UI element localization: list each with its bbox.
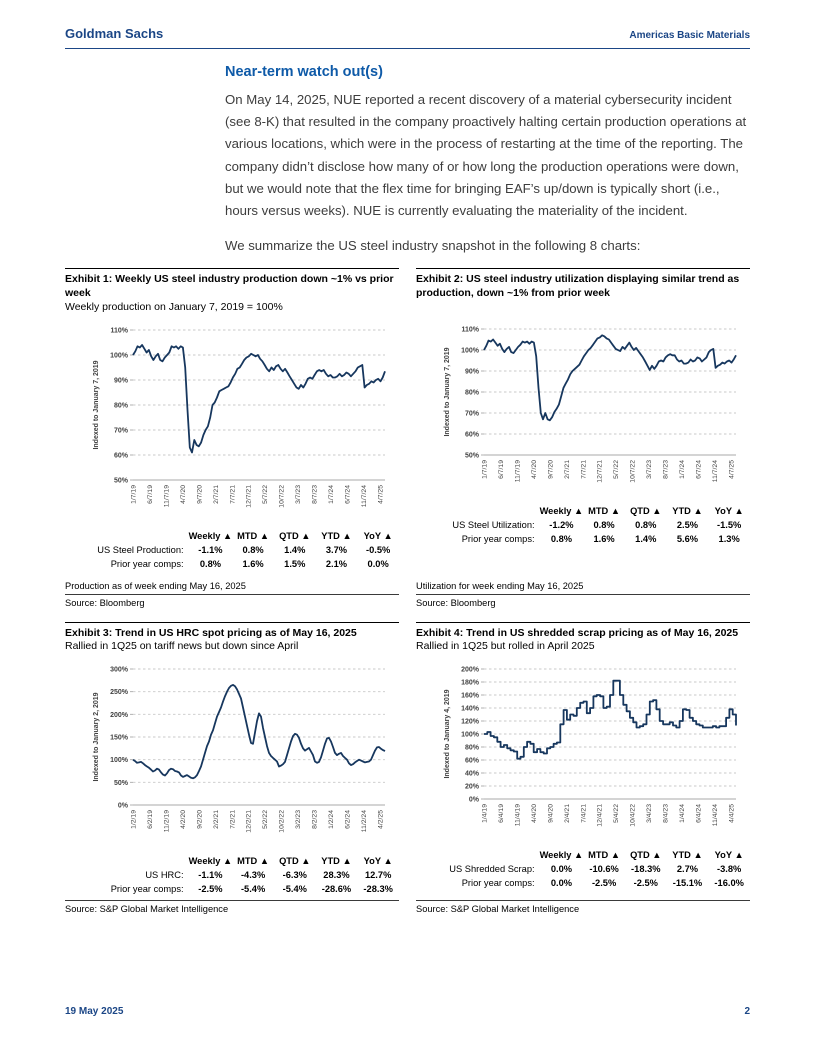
svg-text:100%: 100% (110, 352, 128, 360)
svg-text:11/2/24: 11/2/24 (360, 810, 368, 833)
svg-text:11/4/19: 11/4/19 (514, 804, 522, 827)
svg-text:250%: 250% (110, 689, 128, 697)
svg-text:5/7/22: 5/7/22 (262, 484, 270, 504)
stat-value: -1.5% (717, 519, 742, 530)
line-chart-svg (89, 323, 391, 520)
stat-col-header: YTD ▲ (321, 530, 352, 541)
stat-value: -1.2% (549, 519, 574, 530)
data-series-line (484, 335, 736, 420)
exhibit-subtitle: Weekly production on January 7, 2019 = 100% (65, 300, 283, 313)
exhibit-footer (416, 572, 750, 608)
stat-value: -2.5% (198, 884, 223, 895)
stat-value: 0.8% (242, 544, 264, 555)
svg-text:5/4/22: 5/4/22 (613, 804, 621, 824)
stat-value: -2.5% (591, 878, 617, 889)
data-series-line (133, 685, 385, 778)
svg-text:6/7/19: 6/7/19 (146, 484, 154, 504)
svg-text:4/7/20: 4/7/20 (530, 459, 538, 479)
svg-text:11/7/19: 11/7/19 (163, 484, 171, 507)
svg-text:150%: 150% (110, 734, 128, 742)
svg-text:10/2/22: 10/2/22 (278, 810, 286, 833)
svg-text:6/4/24: 6/4/24 (695, 804, 703, 824)
svg-text:1/7/19: 1/7/19 (481, 459, 489, 479)
stat-col-header: Weekly ▲ (188, 530, 233, 541)
svg-text:4/4/20: 4/4/20 (530, 804, 538, 824)
stat-value: 0.8% (635, 519, 657, 530)
exhibit-1-chart (89, 323, 399, 525)
svg-text:12/7/21: 12/7/21 (245, 484, 253, 508)
exhibit-footer (416, 897, 750, 914)
svg-text:60%: 60% (464, 431, 479, 439)
stat-value: -5.4% (240, 884, 266, 895)
svg-text:60%: 60% (113, 452, 128, 460)
svg-text:6/7/24: 6/7/24 (695, 459, 703, 479)
svg-text:3/4/23: 3/4/23 (646, 804, 654, 824)
brand-logo-text: Goldman Sachs (65, 26, 164, 41)
exhibit-2-chart (440, 322, 750, 500)
stat-value: -5.4% (282, 884, 307, 895)
stat-col-header: QTD ▲ (279, 530, 311, 541)
stat-value: 0.8% (593, 519, 615, 530)
article-body (225, 64, 753, 257)
exhibit-title: Exhibit 2: US steel industry utilization displaying similar trend as production, down ~1% from prior week (416, 273, 740, 300)
svg-text:6/7/19: 6/7/19 (497, 459, 505, 479)
stat-col-header: QTD ▲ (279, 856, 311, 867)
svg-text:9/7/20: 9/7/20 (196, 484, 204, 504)
exhibit-note: Utilization for week ending May 16, 2025 (416, 580, 584, 591)
exhibit-subtitle: Rallied in 1Q25 on tariff news but down since April (65, 640, 299, 653)
svg-text:12/2/21: 12/2/21 (245, 810, 253, 833)
svg-text:9/7/20: 9/7/20 (547, 459, 555, 479)
svg-text:6/2/19: 6/2/19 (146, 810, 154, 830)
exhibit-source: Source: Bloomberg (416, 597, 496, 608)
stat-col-header: Weekly ▲ (539, 850, 584, 861)
stat-col-header: YoY ▲ (714, 850, 744, 861)
stat-col-header: YTD ▲ (321, 856, 352, 867)
page-header (65, 26, 750, 41)
stat-value: 0.8% (550, 533, 573, 544)
stat-col-header: MTD ▲ (588, 505, 621, 516)
svg-text:300%: 300% (110, 666, 128, 674)
svg-text:100%: 100% (461, 731, 479, 739)
stat-value: 28.3% (323, 870, 350, 881)
svg-text:4/2/25: 4/2/25 (377, 810, 385, 830)
svg-text:4/2/20: 4/2/20 (179, 810, 187, 830)
svg-text:90%: 90% (464, 368, 479, 376)
svg-text:8/7/23: 8/7/23 (311, 484, 319, 504)
svg-text:10/7/22: 10/7/22 (278, 484, 286, 508)
exhibit-footer (65, 572, 399, 608)
svg-text:80%: 80% (113, 402, 128, 410)
svg-text:0%: 0% (468, 796, 479, 804)
footer-date: 19 May 2025 (65, 1006, 124, 1017)
stat-col-header: MTD ▲ (237, 530, 270, 541)
stat-value: -18.3% (631, 864, 661, 875)
stat-col-header: MTD ▲ (237, 856, 270, 867)
stat-value: -10.6% (589, 864, 619, 875)
svg-text:90%: 90% (113, 377, 128, 385)
stat-row-label: Prior year comps: (110, 884, 184, 895)
svg-text:40%: 40% (464, 770, 479, 778)
svg-text:10/4/22: 10/4/22 (629, 804, 637, 827)
svg-text:3/7/23: 3/7/23 (646, 459, 654, 479)
stat-row-label: Prior year comps: (461, 878, 535, 889)
stats-table (65, 530, 399, 572)
svg-text:8/2/23: 8/2/23 (311, 810, 319, 830)
stat-value: -2.5% (633, 878, 658, 889)
svg-text:12/7/21: 12/7/21 (596, 459, 604, 483)
svg-text:3/2/23: 3/2/23 (295, 810, 303, 830)
stat-value: -28.6% (321, 884, 352, 895)
exhibit-footer (65, 897, 399, 914)
svg-text:160%: 160% (461, 692, 479, 700)
stat-value: 0.0% (550, 864, 573, 875)
svg-text:11/4/24: 11/4/24 (711, 804, 719, 827)
exhibit-3 (65, 622, 399, 915)
svg-text:80%: 80% (464, 744, 479, 752)
stat-value: 2.5% (676, 519, 699, 530)
svg-text:110%: 110% (461, 326, 479, 334)
exhibit-4-stats (416, 844, 750, 891)
svg-text:8/7/23: 8/7/23 (662, 459, 670, 479)
stat-value: -0.5% (366, 544, 391, 555)
svg-text:1/7/19: 1/7/19 (130, 484, 138, 504)
stat-value: -16.0% (714, 878, 744, 889)
svg-text:4/4/25: 4/4/25 (728, 804, 736, 824)
exhibit-4-chart (440, 662, 750, 844)
exhibit-4 (416, 622, 750, 915)
svg-text:Indexed to January 7, 2019: Indexed to January 7, 2019 (444, 347, 451, 437)
svg-text:Indexed to January 7, 2019: Indexed to January 7, 2019 (93, 360, 100, 450)
svg-text:12/4/21: 12/4/21 (596, 804, 604, 827)
svg-text:1/4/24: 1/4/24 (679, 804, 687, 824)
source-divider (65, 900, 399, 901)
svg-text:7/4/21: 7/4/21 (580, 804, 588, 824)
stat-corner (416, 505, 540, 519)
stat-value: 1.6% (242, 558, 264, 569)
stat-col-header: Weekly ▲ (188, 856, 233, 867)
source-divider (416, 594, 750, 595)
stat-value: -6.3% (282, 870, 307, 881)
exhibit-title: Exhibit 1: Weekly US steel industry production down ~1% vs prior week (65, 273, 394, 300)
stat-col-header: YTD ▲ (672, 850, 703, 861)
report-section-title: Americas Basic Materials (629, 30, 750, 41)
stat-value: 2.1% (325, 558, 348, 569)
stat-value: -4.3% (240, 870, 266, 881)
svg-text:200%: 200% (110, 712, 128, 720)
source-divider (416, 900, 750, 901)
data-series-line (133, 345, 385, 453)
stat-value: 1.4% (635, 533, 657, 544)
stat-value: -28.3% (363, 884, 393, 895)
exhibit-2-stats (416, 500, 750, 547)
source-divider (65, 594, 399, 595)
svg-text:60%: 60% (464, 757, 479, 765)
svg-text:1/2/24: 1/2/24 (328, 810, 336, 830)
svg-text:2/2/21: 2/2/21 (212, 810, 220, 830)
stat-value: 1.3% (718, 533, 740, 544)
svg-text:20%: 20% (464, 783, 479, 791)
exhibit-title: Exhibit 3: Trend in US HRC spot pricing as of May 16, 2025 (65, 626, 357, 639)
line-chart-svg (440, 322, 742, 495)
svg-text:6/2/24: 6/2/24 (344, 810, 352, 830)
exhibit-2 (416, 268, 750, 607)
svg-text:4/7/25: 4/7/25 (377, 484, 385, 504)
svg-text:4/7/20: 4/7/20 (179, 484, 187, 504)
svg-text:7/7/21: 7/7/21 (229, 484, 237, 504)
svg-text:7/7/21: 7/7/21 (580, 459, 588, 479)
stat-value: -1.1% (198, 870, 223, 881)
svg-text:1/4/19: 1/4/19 (481, 804, 489, 824)
exhibit-source: Source: S&P Global Market Intelligence (65, 904, 229, 915)
svg-text:6/7/24: 6/7/24 (344, 484, 352, 504)
section-heading: Near-term watch out(s) (225, 64, 383, 80)
svg-text:1/2/19: 1/2/19 (130, 810, 138, 830)
stat-col-header: MTD ▲ (588, 850, 621, 861)
exhibit-1-stats (65, 525, 399, 572)
svg-text:8/4/23: 8/4/23 (662, 804, 670, 824)
stat-value: 1.4% (284, 544, 306, 555)
svg-text:11/7/24: 11/7/24 (711, 459, 719, 483)
header-divider (65, 48, 750, 49)
exhibit-grid (65, 268, 750, 914)
svg-text:0%: 0% (117, 802, 128, 810)
stat-value: 5.6% (676, 533, 699, 544)
svg-text:10/7/22: 10/7/22 (629, 459, 637, 483)
svg-text:1/7/24: 1/7/24 (679, 459, 687, 479)
stat-col-header: QTD ▲ (630, 505, 662, 516)
body-paragraph: We summarize the US steel industry snapshot in the following 8 charts: (225, 238, 641, 254)
stat-row-label: US Steel Production: (97, 544, 184, 555)
stat-value: 0.8% (199, 558, 222, 569)
svg-text:Indexed to January 4, 2019: Indexed to January 4, 2019 (444, 689, 451, 779)
svg-text:1/7/24: 1/7/24 (328, 484, 336, 504)
svg-text:11/7/24: 11/7/24 (360, 484, 368, 507)
stat-value: -1.1% (198, 544, 223, 555)
stat-value: 12.7% (364, 870, 392, 881)
svg-text:80%: 80% (464, 389, 479, 397)
exhibit-source: Source: Bloomberg (65, 597, 145, 608)
exhibit-note: Production as of week ending May 16, 2025 (65, 580, 246, 591)
svg-text:140%: 140% (461, 705, 479, 713)
stat-col-header: YTD ▲ (672, 505, 703, 516)
stat-value: 0.0% (550, 878, 573, 889)
stat-value: 0.0% (367, 558, 389, 569)
exhibit-3-stats (65, 850, 399, 897)
stats-table (416, 505, 750, 547)
svg-text:5/7/22: 5/7/22 (613, 459, 621, 479)
stat-row-label: US Steel Utilization: (452, 519, 535, 530)
stat-value: -3.8% (717, 864, 742, 875)
svg-text:2/4/21: 2/4/21 (563, 804, 571, 824)
svg-text:120%: 120% (461, 718, 479, 726)
stat-value: -15.1% (672, 878, 703, 889)
svg-text:200%: 200% (461, 666, 479, 674)
stat-corner (65, 855, 189, 869)
stat-col-header: YoY ▲ (363, 856, 393, 867)
svg-text:Indexed to January 2, 2019: Indexed to January 2, 2019 (93, 692, 100, 782)
svg-text:2/7/21: 2/7/21 (563, 459, 571, 479)
stat-value: 2.7% (676, 864, 699, 875)
exhibit-title: Exhibit 4: Trend in US shredded scrap pricing as of May 16, 2025 (416, 626, 739, 639)
svg-text:100%: 100% (461, 347, 479, 355)
svg-text:6/4/19: 6/4/19 (497, 804, 505, 824)
stat-corner (416, 849, 540, 863)
svg-text:70%: 70% (464, 410, 479, 418)
stat-row-label: US Shredded Scrap: (449, 864, 535, 875)
body-paragraph: On May 14, 2025, NUE reported a recent discovery of a material cybersecurity incident (see 8-K) that resulted in the company proactively halting certain production operations at various locations, which were in the process of restarting at the time of the reporting. The company didn’t disclose how many of or how long the production operations were down, but we would note that the flex time for bringing EAF’s up/down is typically short (i.e., hours versus weeks). NUE is currently evaluating the materiality of the incident. (225, 92, 747, 218)
svg-text:50%: 50% (113, 477, 128, 485)
stat-value: 1.5% (284, 558, 306, 569)
footer-page-number: 2 (744, 1006, 750, 1017)
stat-row-label: Prior year comps: (110, 558, 184, 569)
svg-text:100%: 100% (110, 757, 128, 765)
stat-value: 3.7% (325, 544, 348, 555)
stats-table (416, 849, 750, 891)
stat-row-label: Prior year comps: (461, 533, 535, 544)
exhibit-3-chart (89, 662, 399, 850)
line-chart-svg (89, 662, 391, 845)
svg-text:50%: 50% (113, 780, 128, 788)
svg-text:180%: 180% (461, 679, 479, 687)
svg-text:9/2/20: 9/2/20 (196, 810, 204, 830)
svg-text:2/7/21: 2/7/21 (212, 484, 220, 504)
exhibit-1 (65, 268, 399, 607)
page-footer (65, 1006, 750, 1017)
stat-corner (65, 530, 189, 544)
line-chart-svg (440, 662, 742, 839)
svg-text:3/7/23: 3/7/23 (295, 484, 303, 504)
stat-col-header: YoY ▲ (363, 530, 393, 541)
svg-text:9/4/20: 9/4/20 (547, 804, 555, 824)
stat-row-label: US HRC: (145, 870, 184, 881)
stat-col-header: QTD ▲ (630, 850, 662, 861)
svg-text:70%: 70% (113, 427, 128, 435)
stats-table (65, 855, 399, 897)
exhibit-subtitle: Rallied in 1Q25 but rolled in April 2025 (416, 640, 595, 653)
svg-text:11/2/19: 11/2/19 (163, 810, 171, 833)
svg-text:5/2/22: 5/2/22 (262, 810, 270, 830)
svg-text:4/7/25: 4/7/25 (728, 459, 736, 479)
stat-value: 1.6% (593, 533, 615, 544)
svg-text:11/7/19: 11/7/19 (514, 459, 522, 483)
exhibit-source: Source: S&P Global Market Intelligence (416, 904, 580, 915)
svg-text:110%: 110% (110, 327, 128, 335)
svg-text:50%: 50% (464, 452, 479, 460)
svg-text:7/2/21: 7/2/21 (229, 810, 237, 830)
stat-col-header: Weekly ▲ (539, 505, 584, 516)
stat-col-header: YoY ▲ (714, 505, 744, 516)
